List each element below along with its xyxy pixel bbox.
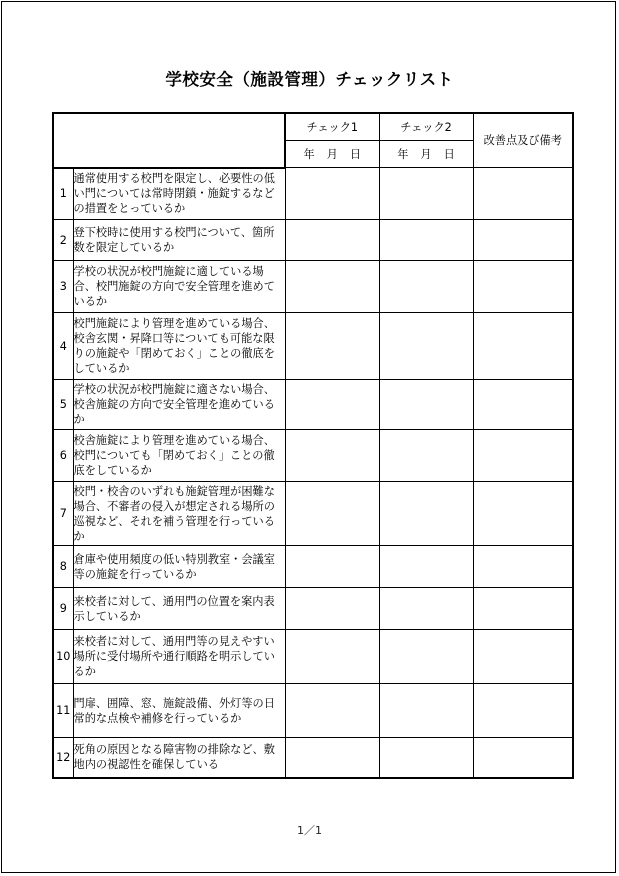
table-row [53,168,573,220]
notes-cell[interactable] [473,313,573,380]
header-date2 [379,141,473,168]
table-row [53,684,573,738]
item-text: 来校者に対して、通用門の位置を案内表示しているか [73,594,275,623]
item-number: 9 [53,588,73,630]
item-text-cell [73,482,285,546]
check1-cell[interactable] [285,313,379,380]
item-text-cell [73,684,285,738]
page-number: 1／1 [297,824,322,837]
check2-cell[interactable] [379,168,473,220]
item-text: 学校の状況が校門施錠に適している場合、校門施錠の方向で安全管理を進めているか [73,265,275,308]
check2-cell[interactable] [379,630,473,684]
check2-cell[interactable] [379,684,473,738]
day-label: 日 [443,147,455,161]
check1-cell[interactable] [285,220,379,261]
check1-cell[interactable] [285,482,379,546]
notes-cell[interactable] [473,684,573,738]
table-row [53,220,573,261]
notes-cell[interactable] [473,588,573,630]
item-text-cell [73,380,285,430]
item-text-cell [73,220,285,261]
item-number: 12 [53,738,73,778]
header-check2: チェック2 [379,113,473,141]
header-date1 [285,141,379,168]
year-label: 年 [303,147,315,161]
notes-cell[interactable] [473,738,573,778]
item-text-cell [73,261,285,313]
item-number: 5 [53,380,73,430]
item-text-cell [73,546,285,588]
check1-cell[interactable] [285,168,379,220]
item-number: 2 [53,220,73,261]
header-check1: チェック1 [285,113,379,141]
table-row [53,430,573,482]
item-text: 校門施錠により管理を進めている場合、校舎玄関・昇降口等についても可能な限りの施錠や「閉めておく」ことの徹底をしているか [73,317,275,375]
item-text-cell [73,430,285,482]
item-number: 7 [53,482,73,546]
item-number: 8 [53,546,73,588]
header-blank [53,113,285,168]
check2-cell[interactable] [379,220,473,261]
item-text: 校舎施錠により管理を進めている場合、校門についても「閉めておく」ことの徹底をしているか [73,434,275,477]
check2-cell[interactable] [379,430,473,482]
notes-cell[interactable] [473,482,573,546]
item-text: 登下校時に使用する校門について、箇所数を限定しているか [73,226,275,254]
year-label: 年 [397,147,409,161]
table-row [53,738,573,778]
check2-cell[interactable] [379,738,473,778]
check1-cell[interactable] [285,546,379,588]
item-text: 来校者に対して、通用門等の見えやすい場所に受付場所や通行順路を明示しているか [73,635,275,678]
item-text-cell [73,588,285,630]
item-text-cell [73,168,285,220]
table-row [53,630,573,684]
day-label: 日 [349,147,362,161]
header-notes: 改善点及び備考 [473,113,573,168]
table-row [53,482,573,546]
item-number: 10 [53,630,73,684]
table-row [53,380,573,430]
item-text-cell [73,738,285,778]
check2-cell[interactable] [379,313,473,380]
notes-cell[interactable] [473,430,573,482]
item-text: 校門・校舎のいずれも施錠管理が困難な場合、不審者の侵入が想定される場所の巡視など、それを補う管理を行っているか [73,484,275,543]
item-number: 3 [53,261,73,313]
item-text: 学校の状況が校門施錠に適さない場合、校舎施錠の方向で安全管理を進めているか [73,383,275,426]
month-label: 月 [326,147,338,161]
check1-cell[interactable] [285,588,379,630]
item-text: 通常使用する校門を限定し、必要性の低い門については常時閉鎖・施錠するなどの措置をとっているか [73,172,275,216]
check2-cell[interactable] [379,261,473,313]
item-text-cell [73,313,285,380]
notes-cell[interactable] [473,380,573,430]
check2-cell[interactable] [379,482,473,546]
check1-cell[interactable] [285,380,379,430]
check1-cell[interactable] [285,684,379,738]
check1-cell[interactable] [285,430,379,482]
table-row [53,261,573,313]
month-label: 月 [420,147,432,161]
notes-cell[interactable] [473,261,573,313]
notes-cell[interactable] [473,630,573,684]
table-row [53,313,573,380]
item-number: 4 [53,313,73,380]
page-title: 学校安全（施設管理）チェックリスト [165,70,454,89]
table-row [53,546,573,588]
item-text: 死角の原因となる障害物の排除など、敷地内の視認性を確保している [73,743,275,772]
item-number: 6 [53,430,73,482]
table-row [53,588,573,630]
check1-cell[interactable] [285,261,379,313]
check2-cell[interactable] [379,546,473,588]
item-number: 1 [53,168,73,220]
notes-cell[interactable] [473,546,573,588]
checklist-table [52,112,574,779]
notes-cell[interactable] [473,168,573,220]
item-number: 11 [53,684,73,738]
item-text: 門扉、囲障、窓、施錠設備、外灯等の日常的な点検や補修を行っているか [73,696,275,725]
check2-cell[interactable] [379,380,473,430]
check1-cell[interactable] [285,738,379,778]
item-text: 倉庫や使用頻度の低い特別教室・会議室等の施錠を行っているか [73,552,275,581]
check1-cell[interactable] [285,630,379,684]
check2-cell[interactable] [379,588,473,630]
item-text-cell [73,630,285,684]
notes-cell[interactable] [473,220,573,261]
